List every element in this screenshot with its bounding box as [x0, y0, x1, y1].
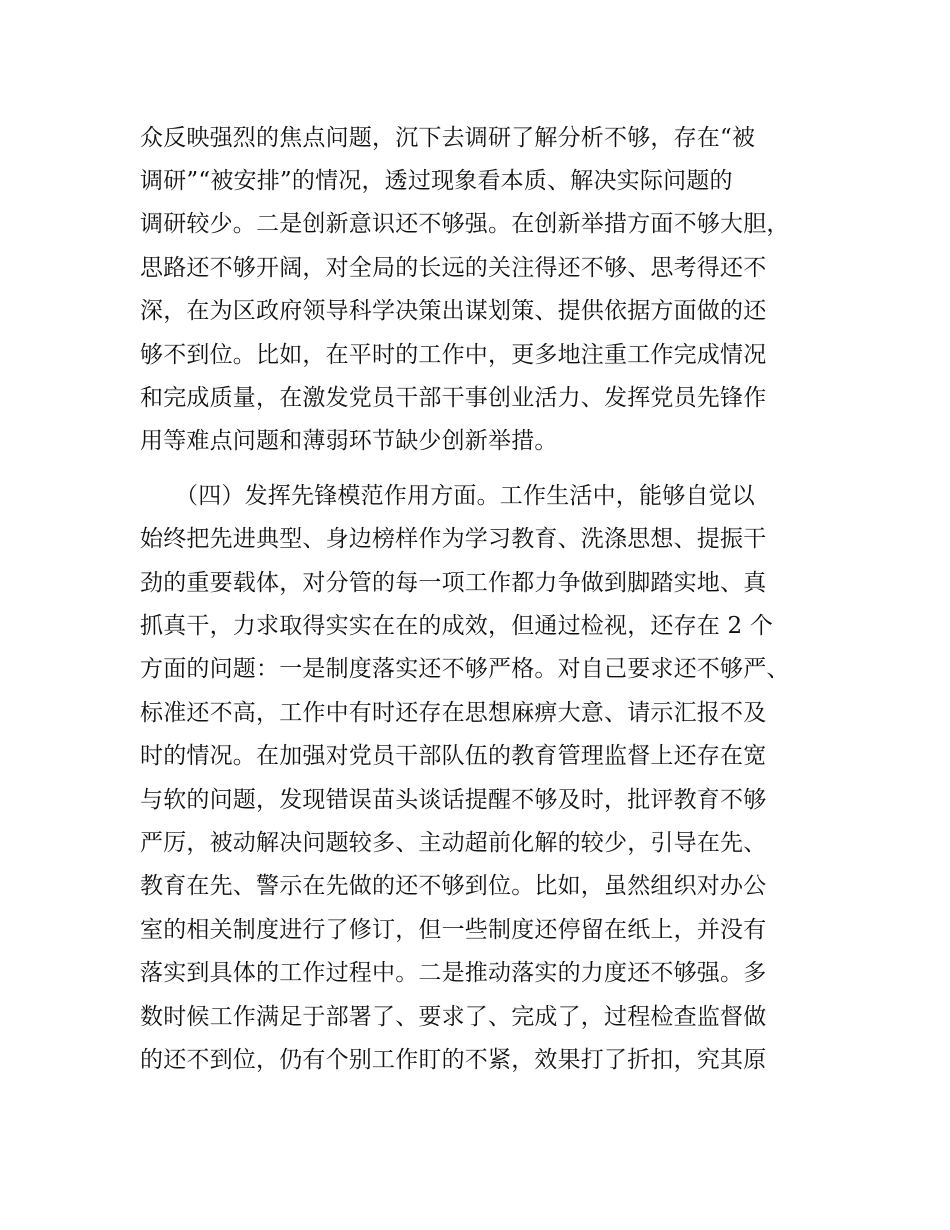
text-line: 抓真干，力求取得实实在在的成效，但通过检视，还存在 2 个	[140, 613, 774, 639]
text-line: 时的情况。在加强对党员干部队伍的教育管理监督上还存在宽	[140, 743, 767, 769]
text-line: 落实到具体的工作过程中。二是推动落实的力度还不够强。多	[140, 960, 767, 986]
text-line: 调研较少。二是创新意识还不够强。在创新举措方面不够大胆，	[140, 211, 790, 237]
text-line: 用等难点问题和薄弱环节缺少创新举措。	[140, 428, 558, 454]
text-line: 数时候工作满足于部署了、要求了、完成了，过程检查监督做	[140, 1004, 767, 1030]
text-line: 思路还不够开阔，对全局的长远的关注得还不够、思考得还不	[140, 255, 767, 281]
text-line: 的还不到位，仍有个别工作盯的不紧，效果打了折扣，究其原	[140, 1047, 767, 1073]
text-line: 室的相关制度进行了修订，但一些制度还停留在纸上，并没有	[140, 917, 767, 943]
paragraph-heading-line: （四）发挥先锋模范作用方面。工作生活中，能够自觉以	[175, 483, 755, 509]
text-line: 与软的问题，发现错误苗头谈话提醒不够及时，批评教育不够	[140, 787, 767, 813]
text-line: 劲的重要载体，对分管的每一项工作都力争做到脚踏实地、真	[140, 570, 767, 596]
text-line: 教育在先、警示在先做的还不够到位。比如，虽然组织对办公	[140, 873, 767, 899]
text-line: 标准还不高，工作中有时还存在思想麻痹大意、请示汇报不及	[140, 700, 767, 726]
text-line: 始终把先进典型、身边榜样作为学习教育、洗涤思想、提振干	[140, 526, 767, 552]
text-line: 严厉，被动解决问题较多、主动超前化解的较少，引导在先、	[140, 830, 767, 856]
text-line: 深，在为区政府领导科学决策出谋划策、提供依据方面做的还	[140, 298, 767, 324]
text-line: 调研”“被安排”的情况，透过现象看本质、解决实际问题的	[140, 168, 733, 194]
text-line: 和完成质量，在激发党员干部干事创业活力、发挥党员先锋作	[140, 385, 767, 411]
text-line: 方面的问题：一是制度落实还不够严格。对自己要求还不够严、	[140, 656, 790, 682]
text-line: 够不到位。比如，在平时的工作中，更多地注重工作完成情况	[140, 342, 767, 368]
text-line: 众反映强烈的焦点问题，沉下去调研了解分析不够，存在“被	[140, 125, 756, 151]
